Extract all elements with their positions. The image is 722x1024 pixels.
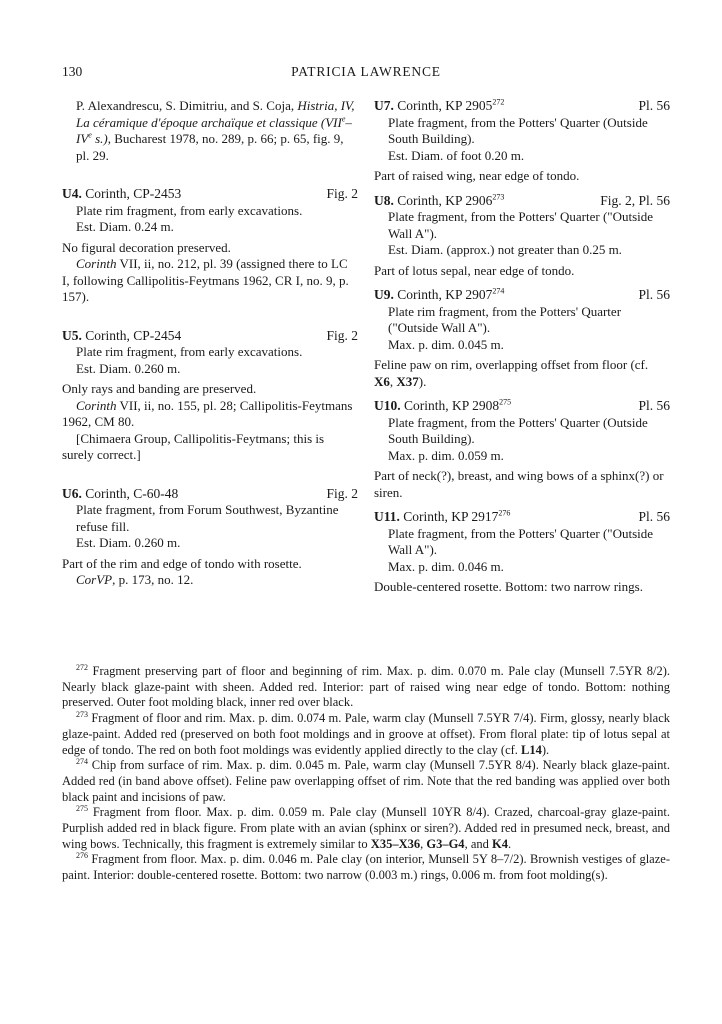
entry-heading: U4. Corinth, CP-2453 Fig. 2 — [62, 186, 358, 201]
footnote-274: $^{274}$ Chip from surface of rim. Max. p. dim. 0.045 m. Pale, warm clay (Munsell 7.5YR 8/4). Nearly black glaze-paint. Added red (in band above offset). Feline paw overlapping offset of rim. Note that the red banding was applied over both black paint and incisions of paw. — [62, 757, 670, 804]
entry-dimension: Est. Diam. 0.260 m. — [76, 535, 181, 550]
footnote-272: $^{272}$ Fragment preserving part of floor and beginning of rim. Max. p. dim. 0.070 m. Pale clay (Munsell 7.5YR 8/2). Nearly black glaze-paint with sheen. Added red. Interior: part of raised wing near edge of tondo. Bottom: nothing preserved. Outer foot molding black, inner red over black. — [62, 662, 670, 710]
entry-description: Plate fragment, from the Potters' Quarter ("Outside Wall A"). — [388, 525, 654, 557]
entry-label: U9. — [374, 287, 394, 302]
footnotes — [62, 664, 670, 884]
footnote-275: $^{275}$ Fragment from floor. Max. p. dim. 0.059 m. Pale clay (Munsell 10YR 8/4). Crazed, charcoal-gray glaze-paint. Purplish added red in black figure. From plate with an avian (sphinx or siren?). Added red in presumed neck, breast, and wing bows. Technically, this fragment is extremely similar to X35–X36, G3–G4, and K4. — [62, 804, 670, 851]
plate-ref: Pl. 56 — [638, 398, 670, 413]
entry-description: Plate rim fragment, from early excavations. — [76, 344, 303, 359]
entry-dimension: Max. p. dim. 0.045 m. — [388, 336, 504, 352]
entry-decoration: Feline paw on rim, overlapping offset from floor (cf. X6, X37). — [374, 357, 649, 389]
entry-description: Plate rim fragment, from early excavations. — [76, 202, 303, 218]
entry-dimension: Est. Diam. of foot 0.20 m. — [388, 147, 525, 163]
entry-dimension: Est. Diam. 0.24 m. — [76, 219, 174, 234]
entry-heading: U10. Corinth, KP 2908$^{275}$ Pl. 56 — [374, 397, 670, 413]
entry-label: U5. — [62, 327, 82, 343]
entry-decoration: Part of the rim and edge of tondo with rosette. — [62, 555, 302, 571]
footnote-ref: 273 — [492, 192, 505, 201]
catalog-entry-u8 — [374, 193, 670, 280]
entry-heading: U11. Corinth, KP 2917$^{276}$ Pl. 56 — [374, 508, 670, 524]
catalog-entry-u4 — [62, 186, 358, 306]
entry-citation: Corinth VII, ii, no. 155, pl. 28; Callipolitis-Feytmans 1962, CM 80. — [62, 397, 353, 429]
entry-label: U7. — [374, 98, 394, 113]
running-header — [62, 64, 670, 84]
footnote-ref: 272 — [492, 97, 505, 107]
plate-ref: Pl. 56 — [638, 98, 670, 113]
continued-reference: P. Alexandrescu, S. Dimitriu, and S. Coja, Histria, IV, La céramique d'époque archaïque et classique (VIIe–IVe s.), Bucharest 1978, no. 289, p. 66; p. 65, fig. 9, pl. 29. — [76, 98, 355, 163]
plate-ref: Pl. 56 — [638, 509, 670, 524]
footnote-ref: 275 — [499, 397, 512, 407]
entry-description: Plate rim fragment, from the Potters' Quarter ("Outside Wall A"). — [388, 303, 622, 335]
right-column — [374, 98, 670, 596]
catalog-entry-u7 — [374, 98, 670, 185]
running-author: PATRICIA LAWRENCE — [291, 64, 441, 79]
entry-note: [Chimaera Group, Callipolitis-Feytmans; this is surely correct.] — [62, 430, 325, 462]
entry-heading: U6. Corinth, C-60-48 Fig. 2 — [62, 485, 358, 501]
entry-heading: U8. Corinth, KP 2906$^{273}$ Fig. 2, Pl. 56 — [374, 192, 670, 208]
footnote-273: $^{273}$ Fragment of floor and rim. Max. p. dim. 0.074 m. Pale, warm clay (Munsell 7.5YR 7/4). Firm, glossy, nearly black glaze-paint. Added red (preserved on both foot moldings and in groove at offset). From floral plate: tip of lotus sepal at edge of tondo. The red on both foot moldings was evidently applied directly to the clay (cf. L14). — [62, 709, 670, 757]
entry-description: Plate fragment, from the Potters' Quarter (Outside South Building). — [388, 114, 648, 146]
catalog-entry-u5 — [62, 328, 358, 464]
entry-citation: Corinth VII, ii, no. 212, pl. 39 (assigned there to LC I, following Callipolitis-Feytmans 1962, CR I, no. 9, p. 157). — [62, 256, 349, 304]
entry-label: U8. — [374, 192, 394, 208]
entry-decoration: Part of neck(?), breast, and wing bows of a sphinx(?) or siren. — [374, 468, 664, 500]
entry-heading: U5. Corinth, CP-2454 Fig. 2 — [62, 327, 358, 343]
footnote-276: $^{276}$ Fragment from floor. Max. p. dim. 0.046 m. Pale clay (on interior, Munsell 5Y 8–7/2). Brownish vestiges of glaze-paint. Interior: double-centered rosette. Bottom: two narrow (0.003 m.) rings, 0.006 m. from foot molding(s). — [62, 851, 670, 883]
entry-decoration: Part of lotus sepal, near edge of tondo. — [374, 262, 575, 278]
page — [62, 0, 670, 1024]
entry-decoration: Part of raised wing, near edge of tondo. — [374, 168, 580, 183]
figure-ref: Fig. 2 — [326, 485, 358, 501]
figure-ref: Fig. 2 — [326, 327, 358, 343]
entry-label: U4. — [62, 186, 82, 201]
entry-label: U10. — [374, 398, 401, 413]
entry-description: Plate fragment, from the Potters' Quarter (Outside South Building). — [388, 414, 648, 446]
entry-citation: CorVP, p. 173, no. 12. — [76, 572, 194, 587]
catalog-entry-u10 — [374, 398, 670, 501]
entry-description: Plate fragment, from the Potters' Quarter ("Outside Wall A"). — [388, 209, 654, 241]
entry-decoration: Double-centered rosette. Bottom: two narrow rings. — [374, 579, 643, 594]
entry-dimension: Max. p. dim. 0.046 m. — [388, 558, 504, 574]
entry-dimension: Est. Diam. 0.260 m. — [76, 360, 181, 376]
footnote-ref: 274 — [492, 286, 505, 296]
entry-decoration: No figural decoration preserved. — [62, 239, 231, 255]
entry-label: U11. — [374, 509, 400, 524]
entry-description: Plate fragment, from Forum Southwest, Byzantine refuse fill. — [76, 502, 339, 534]
catalog-entry-u11 — [374, 509, 670, 596]
entry-dimension: Max. p. dim. 0.059 m. — [388, 447, 504, 463]
figure-ref: Fig. 2 — [326, 186, 358, 201]
footnote-ref: 276 — [498, 508, 511, 518]
catalog-entry-u6 — [62, 486, 358, 589]
entry-heading: U7. Corinth, KP 2905$^{272}$ Pl. 56 — [374, 97, 670, 113]
page-number: 130 — [62, 64, 83, 79]
entry-heading: U9. Corinth, KP 2907$^{274}$ Pl. 56 — [374, 286, 670, 302]
entry-label: U6. — [62, 485, 82, 501]
left-column — [62, 98, 358, 589]
plate-ref: Fig. 2, Pl. 56 — [600, 192, 670, 208]
catalog-entry-u9 — [374, 287, 670, 390]
plate-ref: Pl. 56 — [638, 287, 670, 302]
entry-dimension: Est. Diam. (approx.) not greater than 0.25 m. — [388, 242, 622, 257]
entry-decoration: Only rays and banding are preserved. — [62, 381, 257, 396]
